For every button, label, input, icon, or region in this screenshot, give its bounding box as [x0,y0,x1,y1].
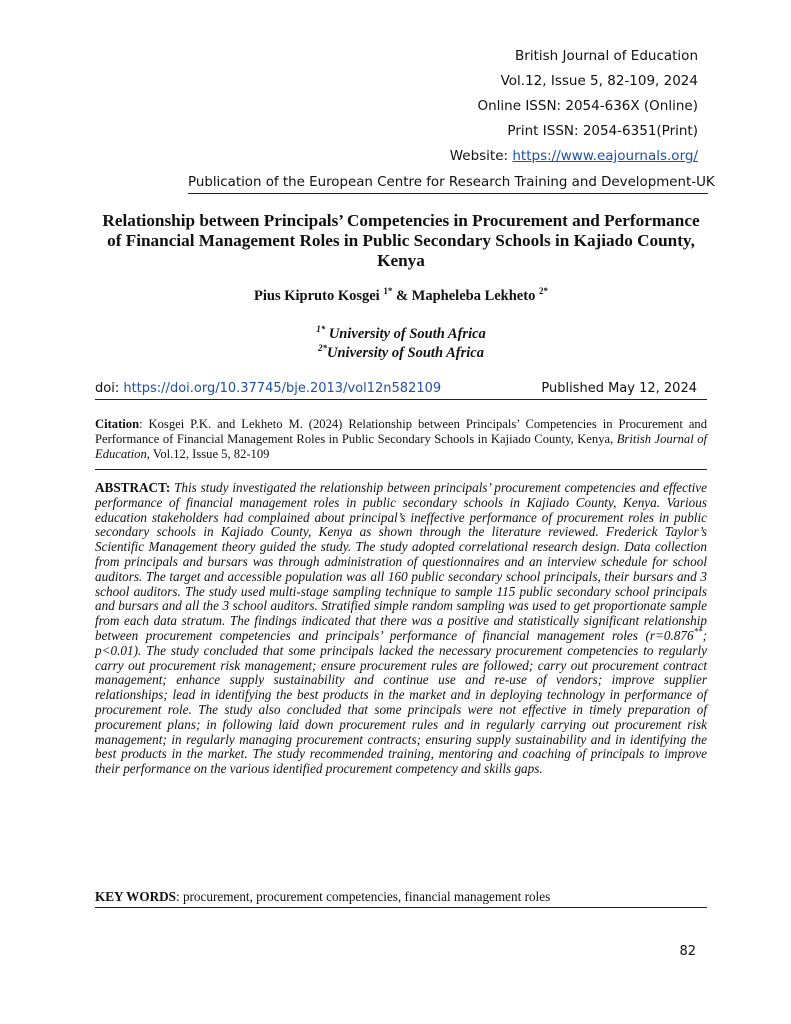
paper-title: Relationship between Principals’ Competencies in Procurement and Performance of Financial Management Roles in Public Secondary Schools in Kajiado County, Kenya [102,211,700,270]
citation [95,417,707,462]
abstract [95,481,707,777]
abstract-label: ABSTRACT: [95,480,171,495]
doi-line [95,381,441,396]
affiliation-2-mark: 2* [318,343,328,354]
abstract-superscript: ** [693,626,703,637]
volume-info: Vol.12, Issue 5, 82-109, 2024 [500,73,698,89]
abstract-text-1: This study investigated the relationship between principals’ procurement competencies and effective performance of financial management roles in public secondary schools in Kajiado County, Kenya. Various education stakeholders had complained about principal’s ineffective performance of procurement roles in public secondary schools in Kajiado County, Kenya as shown through the literature reviewed. Frederick Taylor’s Scientific Management theory guided the study. The study adopted correlational research design. Data collection from principals and bursars was through administration of questionnaires and an interview schedule for school auditors. The target and accessible population was all 160 public secondary school principals, their bursars and 3 school auditors. The study used multi-stage sampling technique to sample 115 public secondary school principals and bursars and all the 3 school auditors. Stratified simple random sampling was used to get proportionate sample from each data stratum. The findings indicated that there was a positive and statistically significant relationship between procurement competencies and principals’ performance of financial management roles (r=0.876 [95,480,707,643]
website-line [450,147,698,165]
author-1: Pius Kipruto Kosgei [254,288,384,304]
abstract-text-2: ; p<0.01). The study concluded that some principals lacked the necessary procurement competencies to regularly carry out procurement risk management; ensure procurement rules are followed; carry out procurement contract management; enhance supply sustainability and continue use and re-use of vendors; improve supplier relationships; lead in identifying the best products in the market and in deploying technology in performance of procurement role. The study also concluded that some principals were not effective in timely preparation of procurement plans; in following laid down procurement rules and in regularly carrying out procurement risk management; in regularly managing procurement contracts; ensuring supply sustainability and in identifying the best products in the market. The study recommended training, mentoring and coaching of principals to improve their performance on the various identified procurement competency and skills gaps. [95,627,707,777]
keywords-text: : procurement, procurement competencies, financial management roles [175,889,551,904]
citation-label: Citation [95,417,140,431]
doi-label: doi: [95,381,124,396]
affiliation-2-name: University of South Africa [327,345,484,361]
author-2-mark: 2* [538,286,548,297]
keywords [95,889,550,905]
author-1-mark: 1* [383,286,393,297]
website-label: Website: [449,148,513,164]
doi-link[interactable]: https://doi.org/10.37745/bje.2013/vol12n582109 [123,381,442,396]
page-number: 82 [679,944,696,959]
print-issn: Print ISSN: 2054-6351(Print) [507,123,698,139]
publisher-line: Publication of the European Centre for Research Training and Development-UK [188,175,715,190]
author-separator: & Mapheleba Lekheto [392,288,539,304]
citation-text: : Kosgei P.K. and Lekheto M. (2024) Relationship between Principals’ Competencies in Procurement and Performance of Financial Management Roles in Public Secondary Schools in Kajiado County, Kenya, [95,417,707,446]
citation-journal: British Journal of Education, [95,432,707,461]
citation-divider [95,469,707,470]
doi-divider [95,399,707,400]
website-link[interactable]: https://www.eajournals.org/ [512,148,698,164]
online-issn: Online ISSN: 2054-636X (Online) [477,98,698,114]
affiliation-1-name: University of South Africa [325,326,486,342]
keywords-label: KEY WORDS [95,889,176,904]
affiliation-2 [95,345,707,362]
affiliation-1 [95,326,707,343]
authors [95,288,707,305]
citation-tail: Vol.12, Issue 5, 82-109 [149,447,270,461]
header-divider [188,193,708,194]
journal-name: British Journal of Education [515,48,698,64]
keywords-divider [95,907,707,908]
affiliation-1-mark: 1* [316,324,326,335]
published-date: Published May 12, 2024 [541,381,697,396]
